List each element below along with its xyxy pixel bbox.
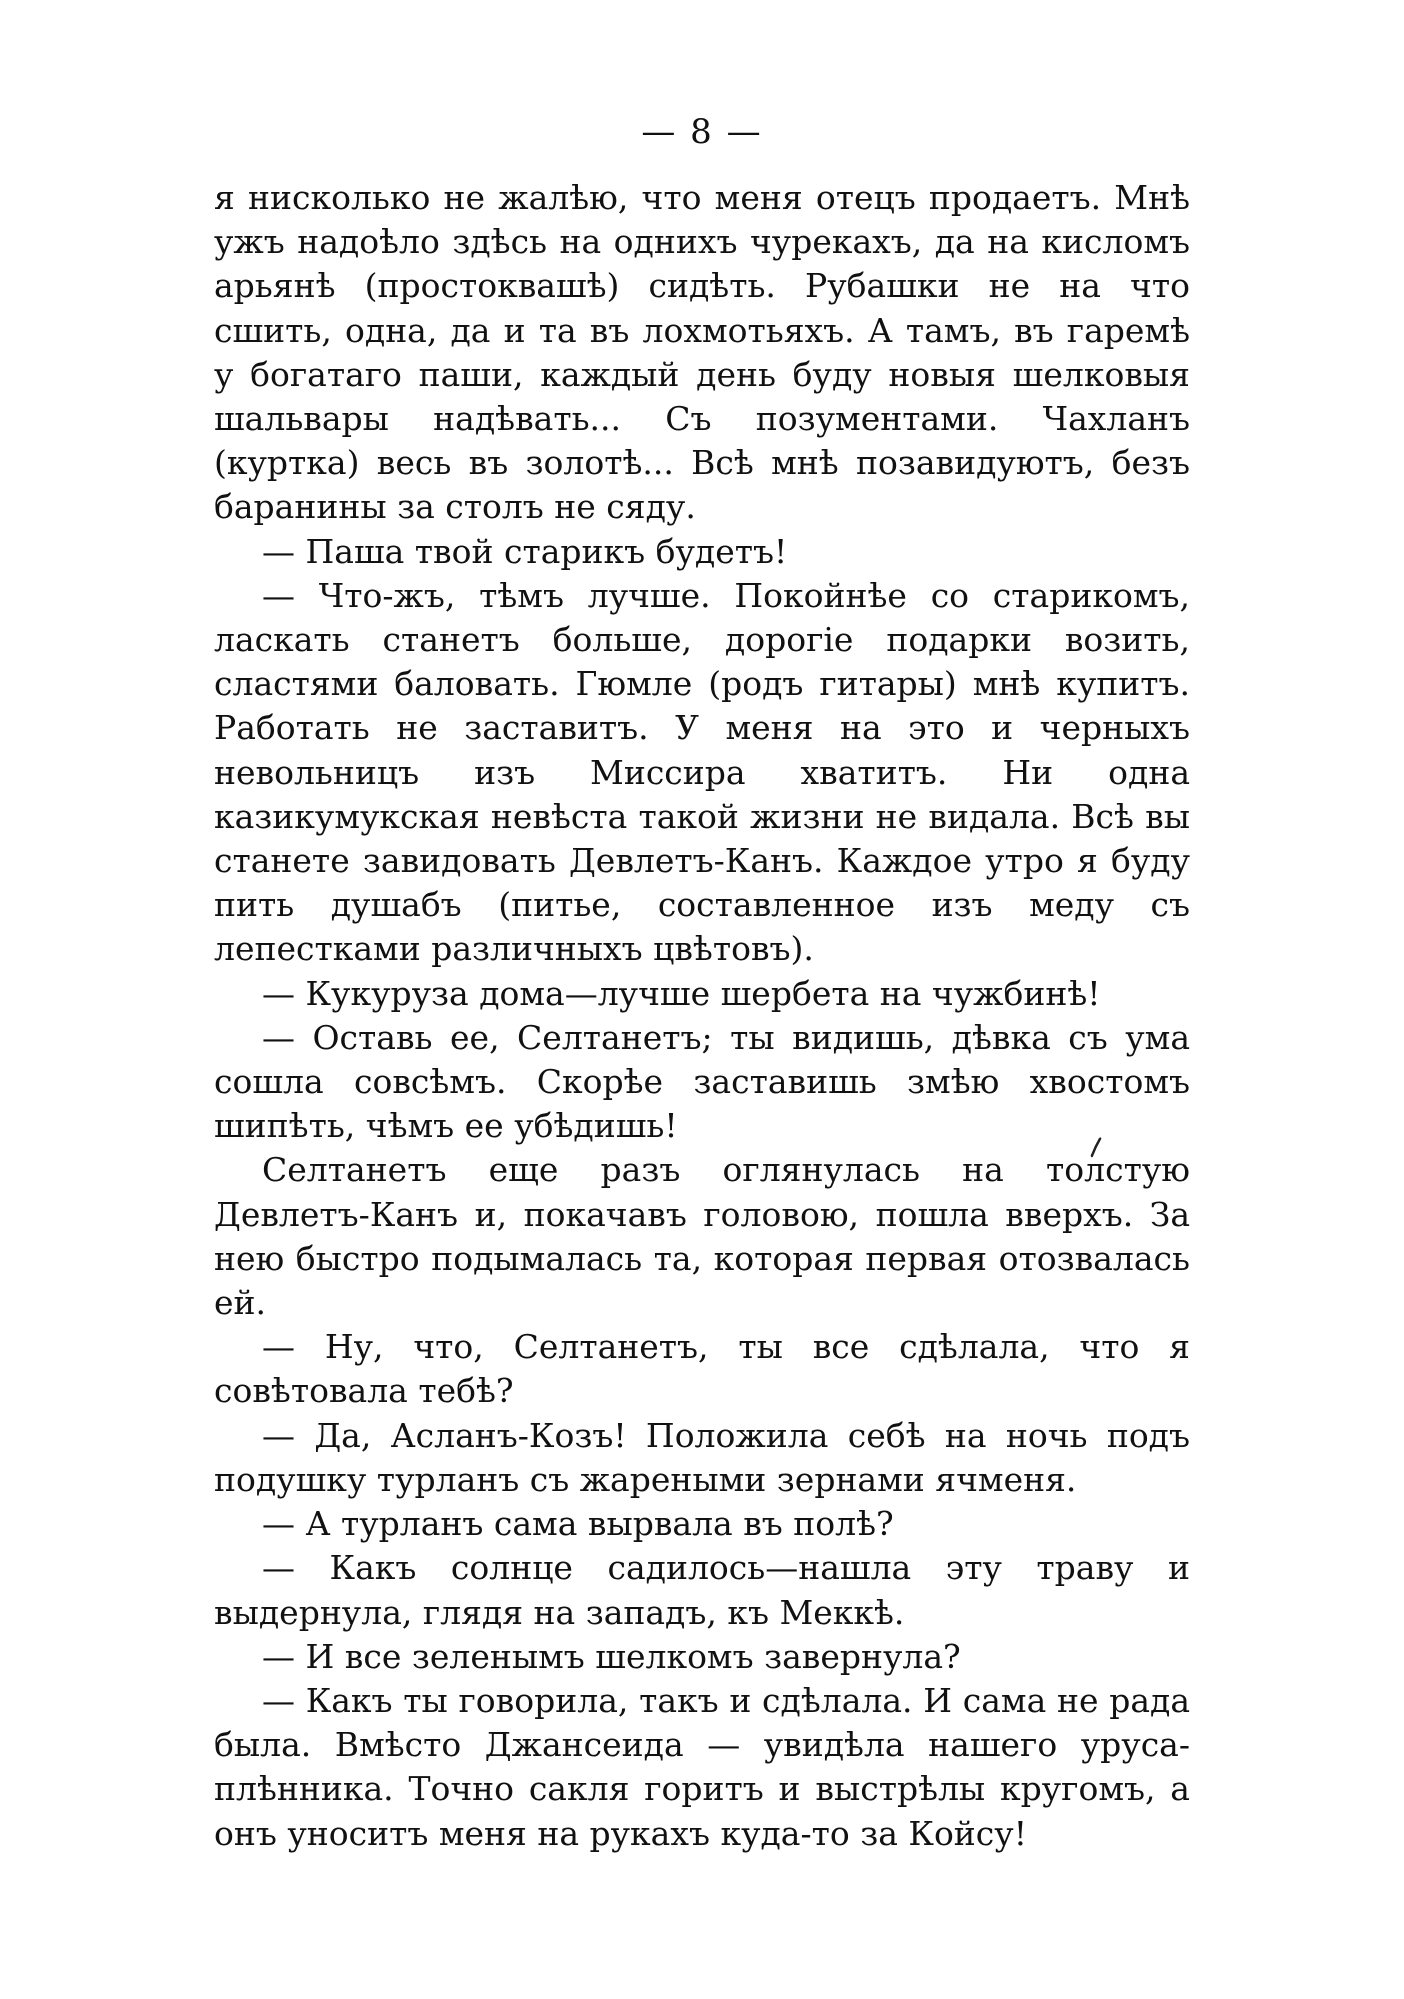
paragraph: — Кукуруза дома—лучше шербета на чужбинѣ!	[262, 973, 1101, 1013]
paragraph: — Какъ ты говорила, такъ и сдѣлала. И сама не рада была. Вмѣсто Джансеида — увидѣла нашего уруса-плѣнника. Точно сакля горитъ и выстрѣлы кругомъ, а онъ уноситъ меня на рукахъ куда-то за Койсу!	[214, 1680, 1190, 1853]
paragraph: — И все зеленымъ шелкомъ завернула?	[262, 1636, 961, 1676]
page-number: — 8 —	[641, 112, 763, 152]
paragraph: — Какъ солнце садилось—нашла эту траву и выдернула, глядя на западъ, къ Меккѣ.	[214, 1548, 1190, 1632]
paragraph: — Паша твой старикъ будетъ!	[262, 531, 788, 571]
paragraph: — Что-жъ, тѣмъ лучше. Покойнѣе со старикомъ, ласкать станетъ больше, дорогіе подарки возить, сластями баловать. Гюмле (родъ гитары) мнѣ купитъ. Работать не заставитъ. У меня на это и черныхъ невольницъ изъ Миссира хватитъ. Ни одна казикумукская невѣста такой жизни не видала. Всѣ вы станете завидовать Девлетъ-Канъ. Каждое утро я буду пить душабъ (питье, составленное изъ меду съ лепестками различныхъ цвѣтовъ).	[214, 575, 1190, 969]
paragraph: — А турланъ сама вырвала въ полѣ?	[262, 1504, 894, 1544]
paragraph: — Да, Асланъ-Козъ! Положила себѣ на ночь подъ подушку турланъ съ жареными зернами ячменя.	[214, 1415, 1190, 1499]
body-text	[214, 176, 1190, 1856]
paragraph: я нисколько не жалѣю, что меня отецъ продаетъ. Мнѣ ужъ надоѣло здѣсь на однихъ чурекахъ, да на кисломъ арьянѣ (простоквашѣ) сидѣть. Рубашки не на что сшить, одна, да и та въ лохмотьяхъ. А тамъ, въ гаремѣ у богатаго паши, каждый день буду новыя шелковыя шальвары надѣвать... Съ позументами. Чахланъ (куртка) весь въ золотѣ... Всѣ мнѣ позавидуютъ, безъ баранины за столъ не сяду.	[214, 178, 1190, 527]
paragraph: — Оставь ее, Селтанетъ; ты видишь, дѣвка съ ума сошла совсѣмъ. Скорѣе заставишь змѣю хвостомъ шипѣть, чѣмъ ее убѣдишь!	[214, 1017, 1190, 1146]
paragraph: Селтанетъ еще разъ оглянулась на толстую Девлетъ-Канъ и, покачавъ головою, пошла вверхъ. За нею быстро подымалась та, которая первая отозвалась ей.	[214, 1150, 1190, 1323]
paragraph: — Ну, что, Селтанетъ, ты все сдѣлала, что я совѣтовала тебѣ?	[214, 1327, 1190, 1411]
